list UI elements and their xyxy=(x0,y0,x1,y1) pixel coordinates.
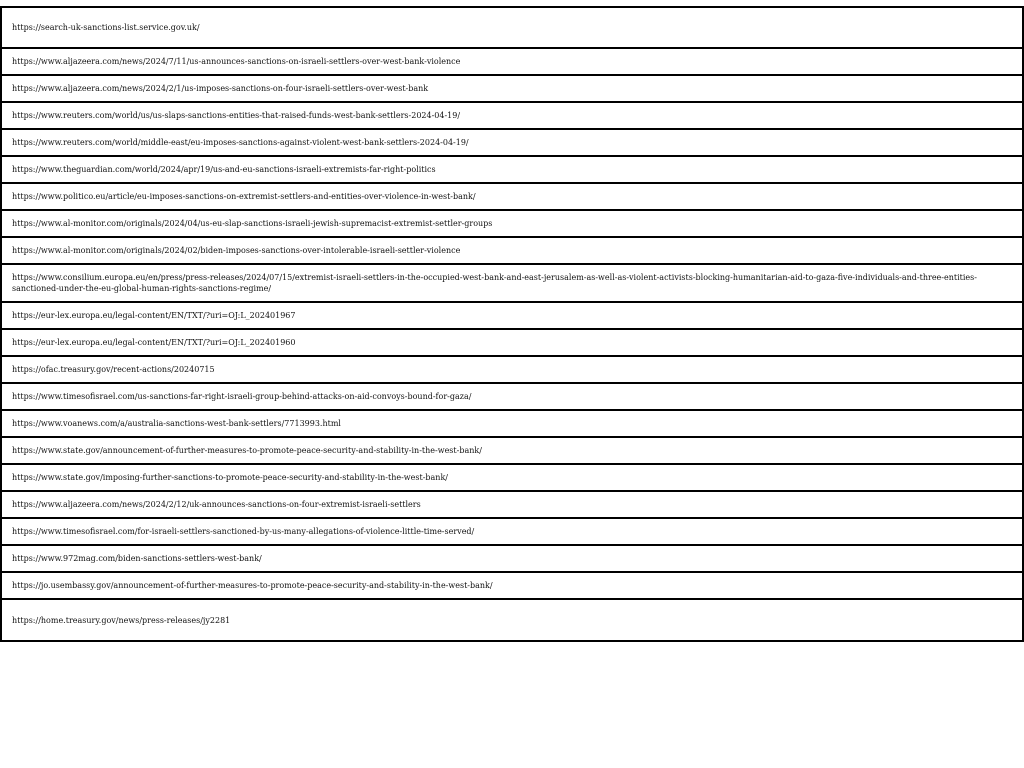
url-cell: https://www.consilium.europa.eu/en/press/press-releases/2024/07/15/extremist-israeli-settlers-in-the-occupied-west-bank-and-east-jerusalem-as-well-as-violent-activists-blocking-humanitarian-aid-to-gaza-five-individuals-and-three-entities-sanctioned-under-the-eu-global-human-rights-sanctions-regime/ xyxy=(1,264,1023,302)
table-row xyxy=(1,572,1023,599)
table-row xyxy=(1,75,1023,102)
table-row xyxy=(1,356,1023,383)
url-cell: https://home.treasury.gov/news/press-releases/jy2281 xyxy=(1,599,1023,641)
url-cell: https://www.al-monitor.com/originals/2024/04/us-eu-slap-sanctions-israeli-jewish-supremacist-extremist-settler-groups xyxy=(1,210,1023,237)
table-row xyxy=(1,545,1023,572)
url-cell: https://ofac.treasury.gov/recent-actions/20240715 xyxy=(1,356,1023,383)
table-row xyxy=(1,102,1023,129)
url-cell: https://www.voanews.com/a/australia-sanctions-west-bank-settlers/7713993.html xyxy=(1,410,1023,437)
url-cell: https://www.timesofisrael.com/for-israeli-settlers-sanctioned-by-us-many-allegations-of-violence-little-time-served/ xyxy=(1,518,1023,545)
url-cell: https://eur-lex.europa.eu/legal-content/EN/TXT/?uri=OJ:L_202401967 xyxy=(1,302,1023,329)
url-cell: https://www.972mag.com/biden-sanctions-settlers-west-bank/ xyxy=(1,545,1023,572)
url-cell: https://www.theguardian.com/world/2024/apr/19/us-and-eu-sanctions-israeli-extremists-far-right-politics xyxy=(1,156,1023,183)
url-cell: https://www.reuters.com/world/middle-east/eu-imposes-sanctions-against-violent-west-bank-settlers-2024-04-19/ xyxy=(1,129,1023,156)
url-cell: https://www.al-monitor.com/originals/2024/02/biden-imposes-sanctions-over-intolerable-israeli-settler-violence xyxy=(1,237,1023,264)
url-cell: https://www.aljazeera.com/news/2024/2/12/uk-announces-sanctions-on-four-extremist-israeli-settlers xyxy=(1,491,1023,518)
table-row xyxy=(1,210,1023,237)
table-row xyxy=(1,464,1023,491)
table-row xyxy=(1,410,1023,437)
url-cell: https://www.aljazeera.com/news/2024/2/1/us-imposes-sanctions-on-four-israeli-settlers-over-west-bank xyxy=(1,75,1023,102)
url-cell: https://www.state.gov/announcement-of-further-measures-to-promote-peace-security-and-stability-in-the-west-bank/ xyxy=(1,437,1023,464)
table-row xyxy=(1,599,1023,641)
table-row xyxy=(1,183,1023,210)
table-row xyxy=(1,491,1023,518)
table-row xyxy=(1,7,1023,48)
url-cell: https://eur-lex.europa.eu/legal-content/EN/TXT/?uri=OJ:L_202401960 xyxy=(1,329,1023,356)
url-cell: https://www.state.gov/imposing-further-sanctions-to-promote-peace-security-and-stability-in-the-west-bank/ xyxy=(1,464,1023,491)
table-row xyxy=(1,302,1023,329)
table-row xyxy=(1,129,1023,156)
table-row xyxy=(1,156,1023,183)
table-row xyxy=(1,264,1023,302)
url-cell: https://www.reuters.com/world/us/us-slaps-sanctions-entities-that-raised-funds-west-bank-settlers-2024-04-19/ xyxy=(1,102,1023,129)
table-row xyxy=(1,383,1023,410)
url-cell: https://www.timesofisrael.com/us-sanctions-far-right-israeli-group-behind-attacks-on-aid-convoys-bound-for-gaza/ xyxy=(1,383,1023,410)
table-row xyxy=(1,48,1023,75)
url-cell: https://jo.usembassy.gov/announcement-of-further-measures-to-promote-peace-security-and-stability-in-the-west-bank/ xyxy=(1,572,1023,599)
url-cell: https://www.politico.eu/article/eu-imposes-sanctions-on-extremist-settlers-and-entities-over-violence-in-west-bank/ xyxy=(1,183,1023,210)
url-table xyxy=(0,6,1024,642)
table-row xyxy=(1,437,1023,464)
table-row xyxy=(1,237,1023,264)
table-row xyxy=(1,329,1023,356)
table-row xyxy=(1,518,1023,545)
url-cell: https://www.aljazeera.com/news/2024/7/11/us-announces-sanctions-on-israeli-settlers-over-west-bank-violence xyxy=(1,48,1023,75)
url-cell: https://search-uk-sanctions-list.service.gov.uk/ xyxy=(1,7,1023,48)
